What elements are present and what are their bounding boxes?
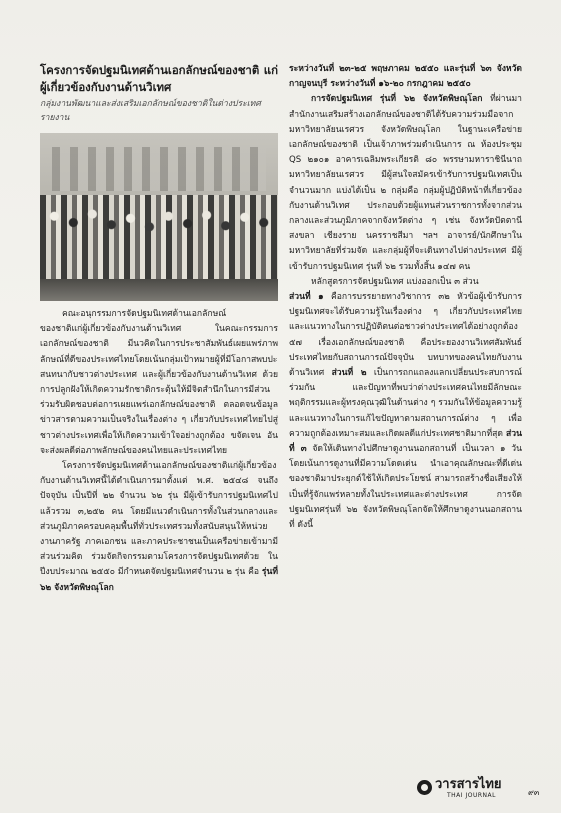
left-paragraph-2-text: โครงการจัดปฐมนิเทศด้านเอกลักษณ์ของชาติแก่ผู้เกี่ยวข้องกับงานด้านวิเทศนี้ได้ดำเนินการมาตั้งแต่ พ.ศ. ๒๕๔๘ จนถึงปัจจุบัน เป็นปีที่ ๒๒ จำนวน ๖๒ รุ่น มีผู้เข้ารับการปฐมนิเทศไปแล้วรวม ๓,๒๕๒ คน โดยมีแนวดำเนินการทั้งในส่วนกลางและส่วนภูมิภาคครอบคลุมพื้นที่ทั่วประเทศรวมทั้งสนับสนุนให้หน่วยงานภาครัฐ ภาคเอกชน และภาคประชาชนเป็นเครือข่ายเข้ามามีส่วนร่วมคิด ร่วมจัดกิจกรรมตามโครงการจัดปฐมนิเทศด้วย ในปีงบประมาณ ๒๕๕๐ มีกำหนดจัดปฐมนิเทศจำนวน ๒ รุ่น คือ	[40, 461, 278, 578]
section-3-text: จัดให้เดินทางไปศึกษาดูงานนอกสถานที่ เป็นเวลา ๑ วัน โดยเน้นการดูงานที่มีความโดดเด่น นำเอาคุณลักษณะที่ดีเด่นของชาติมาประยุกต์ใช้ให้เกิดประโยชน์ สามารถสร้างชื่อเสียงให้เป็นที่รู้จักแพร่หลายทั้งในประเทศและต่างประเทศ การจัดปฐมนิเทศรุ่นที่ ๖๒ จังหวัดพิษณุโลกจัดให้ศึกษาดูงานนอกสถานที่ ดังนี้	[289, 444, 522, 531]
journal-logo-text: วารสารไทย	[435, 777, 502, 792]
right-paragraph-1	[289, 92, 522, 274]
article-title: โครงการจัดปฐมนิเทศด้านเอกลักษณ์ของชาติ แก่ผู้เกี่ยวข้องกับงานด้านวิเทศ	[40, 63, 278, 94]
group-photo	[40, 133, 278, 301]
right-paragraph-1-text: ที่ผ่านมา สำนักงานเสริมสร้างเอกลักษณ์ของชาติได้รับความร่วมมือจากมหาวิทยาลัยนเรศวร จังหวัดพิษณุโลก ในฐานะเครือข่ายเอกลักษณ์ของชาติ เป็นเจ้าภาพร่วมดำเนินการ ณ ห้องประชุม QS ๒๑๐๑ อาคารเฉลิมพระเกียรติ ๘๐ พรรษามหาราชินีนาถ มหาวิทยาลัยนเรศวร มีผู้สนใจสมัครเข้ารับการปฐมนิเทศเป็นจำนวนมาก แบ่งได้เป็น ๒ กลุ่มคือ กลุ่มผู้ปฏิบัติหน้าที่เกี่ยวข้องกับงานด้านวิเทศ ประกอบด้วยผู้แทนส่วนราชการทั้งจากส่วนกลางและส่วนภูมิภาคจากจังหวัดต่าง ๆ เช่น จังหวัดปัตตานี สงขลา เชียงราย นครราชสีมา ฯลฯ อาจารย์/นักศึกษาในมหาวิทยาลัยที่ร่วมจัด และกลุ่มผู้ที่จะเดินทางไปต่างประเทศ มีผู้เข้ารับการปฐมนิเทศ รุ่นที่ ๖๒ รวมทั้งสิ้น ๑๔๗ คน	[289, 94, 522, 272]
section-2-text: เป็นการถกแถลงแลกเปลี่ยนประสบการณ์ร่วมกัน และปัญหาที่พบว่าต่างประเทศคนไทยมีลักษณะ พฤติกรรมและผู้ทรงคุณวุฒิในด้านต่าง ๆ รวมกันให้ข้อมูลความรู้และแนวทางในการแก้ไขปัญหาตามสถานการณ์ต่าง ๆ เพื่อความถูกต้องเหมาะสมและเกิดผลดีแก่ประเทศชาติมากที่สุด	[289, 368, 522, 439]
left-bold-tail: รุ่นที่ ๖๒ จังหวัดพิษณุโลก	[40, 567, 278, 593]
section-paragraph	[289, 290, 522, 533]
section-1-text: คือการบรรยายทางวิชาการ ๓๒ หัวข้อผู้เข้ารับการปฐมนิเทศจะได้รับความรู้ในเรื่องต่าง ๆ เกี่ยวกับประเทศไทย และแนวทางในการปฏิบัติตนต่อชาวต่างประเทศได้อย่างถูกต้อง ๕๗ เรื่องเอกลักษณ์ของชาติ คือประยองงานวิเทศสัมพันธ์ ประเทศไทยกับสถานการณ์ปัจจุบัน บทบาทของคนไทยกับงานด้านวิเทศ	[289, 292, 523, 379]
left-paragraph-2	[40, 459, 278, 596]
section-1-label: ส่วนที่ ๑	[289, 292, 324, 303]
photo-windows	[52, 147, 266, 191]
journal-logo-subtext: THAI JOURNAL	[447, 792, 496, 799]
photo-caption: คณะอนุกรรมการจัดปฐมนิเทศด้านเอกลักษณ์	[62, 309, 227, 319]
left-column	[40, 62, 278, 596]
journal-logo-icon	[417, 780, 432, 795]
photo-floor	[40, 279, 278, 301]
right-bold-lead: ระหว่างวันที่ ๒๓-๒๕ พฤษภาคม ๒๕๕๐ และรุ่นที่ ๖๓ จังหวัดกาญจนบุรี ระหว่างวันที่ ๑๖-๒๐ กรกฎาคม ๒๕๕๐	[289, 64, 522, 90]
page-number: ๙๓	[528, 788, 540, 797]
left-paragraph-1: ของชาติแก่ผู้เกี่ยวข้องกับงานด้านวิเทศ ในคณะกรรมการเอกลักษณ์ของชาติ มีนวคิดในการประชาสัมพันธ์เผยแพร่ภาพลักษณ์ที่ดีของประเทศไทยโดยเน้นกลุ่มเป้าหมายผู้ที่มีโอกาสพบปะสนทนากับชาวต่างประเทศ และผู้เกี่ยวข้องกับงานด้านวิเทศ ด้วยการปลูกฝังให้เกิดความรักชาติกระตุ้นให้มีจิตสำนึกในการมีส่วนร่วมรับผิดชอบต่อการเผยแพร่เอกลักษณ์ของชาติ ตลอดจนข้อมูลข่าวสารตามความเป็นจริงในเรื่องต่าง ๆ เกี่ยวกับประเทศไทยไปสู่ชาวต่างประเทศเพื่อให้เกิดความเข้าใจอย่างถูกต้อง ขจัดเจน อันจะส่งผลดีต่อภาพลักษณ์ของคนไทยและประเทศไทย	[40, 324, 278, 456]
journal-logo	[417, 778, 513, 800]
curriculum-lead: หลักสูตรการจัดปฐมนิเทศ แบ่งออกเป็น ๓ ส่วน	[311, 276, 479, 287]
right-column	[289, 62, 522, 533]
section-3-label: ส่วนที่ ๓	[289, 428, 522, 455]
right-paragraph-1-heading: การจัดปฐมนิเทศ รุ่นที่ ๖๒ จังหวัดพิษณุโลก	[311, 94, 483, 105]
article-subtitle: กลุ่มงานพัฒนาและส่งเสริมเอกลักษณ์ของชาติในต่างประเทศ รายงาน	[40, 99, 261, 123]
section-2-label: ส่วนที่ ๒	[331, 368, 367, 379]
